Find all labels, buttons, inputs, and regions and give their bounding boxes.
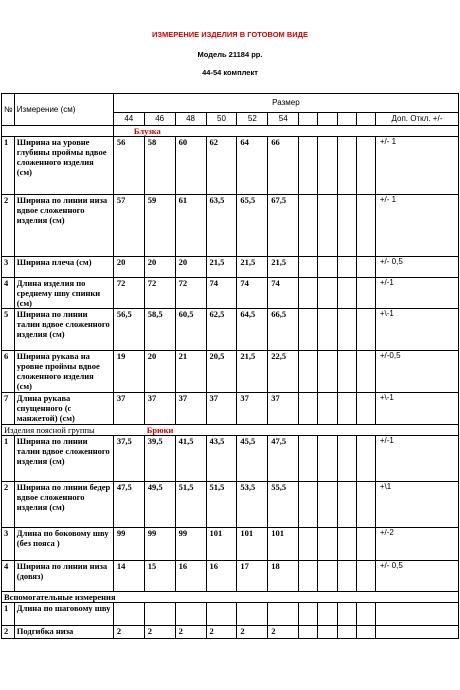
size-value: 99 <box>113 528 144 561</box>
size-value: 16 <box>206 561 237 592</box>
empty-cell <box>337 351 356 393</box>
empty-cell <box>356 351 375 393</box>
row-number: 5 <box>2 309 15 351</box>
size-value: 21,5 <box>206 257 237 278</box>
row-number: 3 <box>2 257 15 278</box>
empty-cell <box>318 309 337 351</box>
size-value: 49,5 <box>144 482 175 528</box>
aux-row <box>2 603 459 626</box>
size-value: 62 <box>206 137 237 195</box>
measure-name: Ширина на уровне глубины проймы вдвое сложенного изделия (см) <box>14 137 113 195</box>
empty-cell <box>318 195 337 257</box>
col-tolerance-header: Доп. Откл. +/- <box>375 113 458 126</box>
size-value: 19 <box>113 351 144 393</box>
row-number: 2 <box>2 626 15 639</box>
size-value: 101 <box>268 528 299 561</box>
measure-name: Ширина рукава на уровне проймы вдвое сложенного изделия (см) <box>14 351 113 393</box>
size-value: 58 <box>144 137 175 195</box>
blouse-row <box>2 351 459 393</box>
empty-cell <box>299 393 318 425</box>
row-number: 7 <box>2 393 15 425</box>
size-value: 99 <box>144 528 175 561</box>
size-value: 64 <box>237 137 268 195</box>
empty-cell <box>337 257 356 278</box>
empty-cell <box>299 626 318 639</box>
empty-cell <box>337 393 356 425</box>
empty-cell <box>318 436 337 482</box>
empty-cell <box>299 351 318 393</box>
empty-cell <box>356 278 375 309</box>
size-cell: 54 <box>268 113 299 126</box>
empty-cell <box>337 195 356 257</box>
size-cell <box>356 113 375 126</box>
section-blouse-label: Блузка <box>113 126 458 137</box>
size-cell: 44 <box>113 113 144 126</box>
tolerance-value: +/- 1 <box>375 195 458 257</box>
size-value <box>113 603 144 626</box>
section-row-aux <box>2 592 459 603</box>
size-value: 2 <box>144 626 175 639</box>
measure-name: Длина по шаговому шву <box>14 603 113 626</box>
trousers-row <box>2 561 459 592</box>
empty-cell <box>356 482 375 528</box>
empty-cell <box>318 257 337 278</box>
empty-cell <box>356 528 375 561</box>
measure-name: Ширина по линии низа вдвое сложенного изделия (см) <box>14 195 113 257</box>
size-value: 47,5 <box>268 436 299 482</box>
row-number: 6 <box>2 351 15 393</box>
empty-cell <box>337 137 356 195</box>
tolerance-value: +/-0,5 <box>375 351 458 393</box>
tolerance-value: +/- 0,5 <box>375 561 458 592</box>
row-number: 3 <box>2 528 15 561</box>
size-value: 74 <box>237 278 268 309</box>
tolerance-value: +\-1 <box>375 393 458 425</box>
empty-cell <box>337 309 356 351</box>
size-value: 21 <box>175 351 206 393</box>
row-number: 2 <box>2 195 15 257</box>
size-cell: 52 <box>237 113 268 126</box>
row-number: 4 <box>2 561 15 592</box>
size-value: 63,5 <box>206 195 237 257</box>
section-aux-label: Вспомогательные измерения <box>2 592 459 603</box>
size-value: 21,5 <box>237 351 268 393</box>
row-number: 1 <box>2 436 15 482</box>
size-value <box>206 603 237 626</box>
size-value: 16 <box>175 561 206 592</box>
size-value: 74 <box>206 278 237 309</box>
size-value: 101 <box>206 528 237 561</box>
col-number-header: № <box>2 94 15 126</box>
blouse-row <box>2 137 459 195</box>
empty-cell <box>337 626 356 639</box>
measure-name: Ширина плеча (см) <box>14 257 113 278</box>
size-value: 66 <box>268 137 299 195</box>
empty-cell <box>356 626 375 639</box>
size-cell: 48 <box>175 113 206 126</box>
size-cell <box>337 113 356 126</box>
empty-cell <box>356 195 375 257</box>
size-value: 55,5 <box>268 482 299 528</box>
size-value: 47,5 <box>113 482 144 528</box>
measure-name: Ширина по линии бедер вдвое сложенного изделия (см) <box>14 482 113 528</box>
measure-name: Длина изделия по среднему шву спинки (см) <box>14 278 113 309</box>
size-value: 67,5 <box>268 195 299 257</box>
size-value: 20 <box>144 351 175 393</box>
size-value: 37 <box>237 393 268 425</box>
empty-cell <box>337 528 356 561</box>
empty-cell <box>299 603 318 626</box>
size-value: 37 <box>144 393 175 425</box>
size-value: 37 <box>113 393 144 425</box>
empty-cell <box>337 482 356 528</box>
size-cell: 46 <box>144 113 175 126</box>
empty-cell <box>318 393 337 425</box>
row-number: 1 <box>2 603 15 626</box>
size-value: 37 <box>268 393 299 425</box>
tolerance-value: +\1 <box>375 482 458 528</box>
size-value: 22,5 <box>268 351 299 393</box>
empty-cell <box>299 137 318 195</box>
empty-cell <box>299 278 318 309</box>
size-value: 21,5 <box>268 257 299 278</box>
size-value: 56 <box>113 137 144 195</box>
size-value: 64,5 <box>237 309 268 351</box>
size-value <box>268 603 299 626</box>
tolerance-value: +/- 0,5 <box>375 257 458 278</box>
empty-cell <box>356 603 375 626</box>
col-measure-header: Измерение (см) <box>14 94 113 126</box>
size-value: 61 <box>175 195 206 257</box>
empty-cell <box>299 309 318 351</box>
size-value: 72 <box>113 278 144 309</box>
blouse-row <box>2 257 459 278</box>
row-number: 1 <box>2 137 15 195</box>
tolerance-value: +/-1 <box>375 436 458 482</box>
belt-group-label: Изделия поясной группы <box>4 425 95 436</box>
row-number: 2 <box>2 482 15 528</box>
size-value: 66,5 <box>268 309 299 351</box>
size-value: 62,5 <box>206 309 237 351</box>
size-value: 18 <box>268 561 299 592</box>
size-value: 20,5 <box>206 351 237 393</box>
empty-cell <box>356 393 375 425</box>
empty-cell <box>299 195 318 257</box>
measure-name: Ширина по линии талии вдвое сложенного изделия (см) <box>14 436 113 482</box>
size-value: 72 <box>144 278 175 309</box>
blouse-row <box>2 393 459 425</box>
measure-name: Длина рукава спущенного (с манжетой) (см) <box>14 393 113 425</box>
size-value: 20 <box>175 257 206 278</box>
size-value: 37,5 <box>113 436 144 482</box>
empty-cell <box>318 278 337 309</box>
size-value: 65,5 <box>237 195 268 257</box>
size-value: 37 <box>175 393 206 425</box>
tolerance-value: +\-1 <box>375 309 458 351</box>
size-value: 2 <box>237 626 268 639</box>
empty-cell <box>356 436 375 482</box>
document-title: ИЗМЕРЕНИЕ ИЗДЕЛИЯ В ГОТОВОМ ВИДЕ <box>151 30 309 39</box>
measure-name: Длина по боковому шву (без пояса ) <box>14 528 113 561</box>
section-belt-group <box>2 425 459 436</box>
trousers-row <box>2 528 459 561</box>
empty-cell <box>299 257 318 278</box>
empty-cell <box>299 528 318 561</box>
size-value: 2 <box>268 626 299 639</box>
size-value: 60 <box>175 137 206 195</box>
size-value: 21,5 <box>237 257 268 278</box>
size-value: 14 <box>113 561 144 592</box>
blouse-row <box>2 278 459 309</box>
empty-cell <box>299 436 318 482</box>
size-value: 41,5 <box>175 436 206 482</box>
size-value <box>144 603 175 626</box>
size-value <box>237 603 268 626</box>
tolerance-value: +/-1 <box>375 278 458 309</box>
blouse-row <box>2 195 459 257</box>
measure-name: Ширина по линии низа (довяз) <box>14 561 113 592</box>
header-row <box>2 94 459 113</box>
size-value: 20 <box>144 257 175 278</box>
aux-row <box>2 626 459 639</box>
size-value: 43,5 <box>206 436 237 482</box>
empty-cell <box>356 257 375 278</box>
size-value: 37 <box>206 393 237 425</box>
size-value: 56,5 <box>113 309 144 351</box>
size-cell <box>299 113 318 126</box>
empty-cell <box>318 626 337 639</box>
empty-cell <box>318 561 337 592</box>
empty-cell <box>318 137 337 195</box>
size-value: 99 <box>175 528 206 561</box>
size-kit: 44-54 комплект <box>202 68 258 77</box>
size-value: 74 <box>268 278 299 309</box>
empty-cell <box>318 482 337 528</box>
trousers-row <box>2 436 459 482</box>
size-cell <box>318 113 337 126</box>
col-size-header: Размер <box>113 94 458 113</box>
tolerance-value <box>375 603 458 626</box>
size-value: 2 <box>175 626 206 639</box>
tolerance-value: +/-2 <box>375 528 458 561</box>
size-value: 101 <box>237 528 268 561</box>
size-value: 2 <box>206 626 237 639</box>
size-value: 39,5 <box>144 436 175 482</box>
size-value: 2 <box>113 626 144 639</box>
size-value: 72 <box>175 278 206 309</box>
measure-name: Подгибка низа <box>14 626 113 639</box>
size-value: 15 <box>144 561 175 592</box>
tolerance-value <box>375 626 458 639</box>
tolerance-value: +/- 1 <box>375 137 458 195</box>
empty-cell <box>318 528 337 561</box>
empty-cell <box>337 278 356 309</box>
size-cell: 50 <box>206 113 237 126</box>
empty-cell <box>356 309 375 351</box>
measure-name: Ширина по линии талии вдвое сложенного изделия (см) <box>14 309 113 351</box>
size-value: 51,5 <box>175 482 206 528</box>
size-value <box>175 603 206 626</box>
blouse-row <box>2 309 459 351</box>
empty-cell <box>337 561 356 592</box>
empty-cell <box>318 603 337 626</box>
size-value: 58,5 <box>144 309 175 351</box>
empty-cell <box>337 436 356 482</box>
section-row-blouse <box>2 126 459 137</box>
trousers-row <box>2 482 459 528</box>
size-value: 57 <box>113 195 144 257</box>
size-value: 45,5 <box>237 436 268 482</box>
trousers-label: Брюки <box>146 425 174 436</box>
measurement-table <box>1 93 459 639</box>
size-value: 17 <box>237 561 268 592</box>
section-row-trousers <box>2 425 459 436</box>
size-value: 51,5 <box>206 482 237 528</box>
empty-cell <box>356 561 375 592</box>
empty-cell <box>356 137 375 195</box>
size-value: 60,5 <box>175 309 206 351</box>
row-number: 4 <box>2 278 15 309</box>
empty-cell <box>299 561 318 592</box>
empty-cell <box>337 603 356 626</box>
empty-cell <box>299 482 318 528</box>
size-value: 20 <box>113 257 144 278</box>
size-value: 53,5 <box>237 482 268 528</box>
empty-cell <box>318 351 337 393</box>
model-number: Модель 21184 рр. <box>197 50 263 59</box>
size-value: 59 <box>144 195 175 257</box>
